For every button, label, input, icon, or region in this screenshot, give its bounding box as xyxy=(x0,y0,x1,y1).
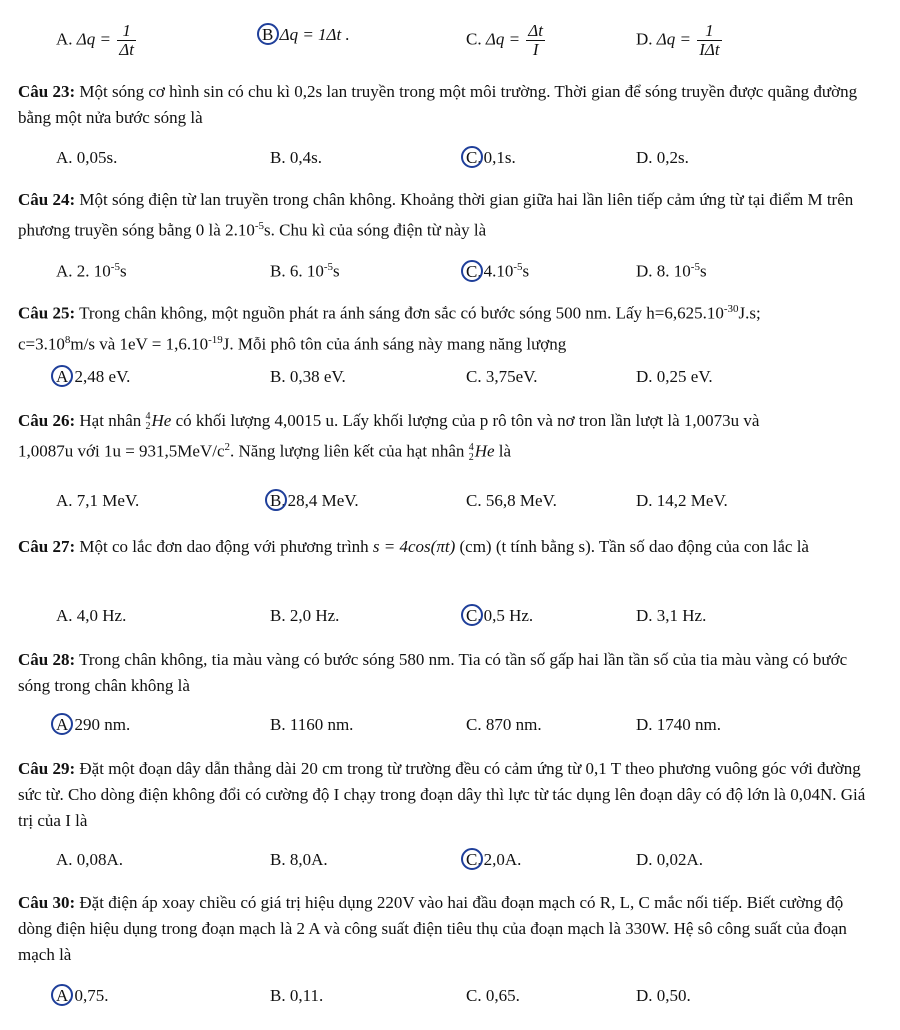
denominator: I xyxy=(532,40,539,59)
option-text: 1160 nm. xyxy=(289,715,354,734)
option-letter: A. xyxy=(56,606,73,625)
question-text: 1,0087u với 1u = 931,5MeV/c xyxy=(18,441,225,461)
option-letter: B. xyxy=(270,491,286,510)
answer-circle xyxy=(51,984,73,1006)
option-letter: A. xyxy=(56,367,73,386)
option-letter: D. xyxy=(636,261,653,281)
option-letter: C. xyxy=(466,606,482,625)
question-27 xyxy=(18,534,880,560)
q30-option-a[interactable] xyxy=(56,983,109,1009)
option-text: 28,4 MeV. xyxy=(287,491,359,510)
denominator: IΔt xyxy=(699,40,720,59)
q29-option-b[interactable] xyxy=(270,847,328,873)
q28-option-b[interactable] xyxy=(270,712,353,738)
question-label: Câu 29: xyxy=(18,759,76,778)
option-letter-selected xyxy=(56,983,73,1009)
option-text: 56,8 MeV. xyxy=(485,491,557,510)
option-text: 0,75. xyxy=(74,986,109,1005)
q29-option-a[interactable] xyxy=(56,847,123,873)
exponent: -19 xyxy=(208,333,223,346)
option-letter-selected xyxy=(56,364,73,390)
option-letter-selected xyxy=(56,712,73,738)
option-letter: C. xyxy=(466,986,482,1005)
isotope-numbers xyxy=(469,443,474,463)
q27-option-b[interactable] xyxy=(270,603,339,629)
answer-circle xyxy=(51,365,73,387)
question-text: Một sóng điện từ lan truyền trong chân không. Khoảng thời gian giữa hai lần liên tiếp cảm ứng từ tại điểm M trên phương truyền sóng bằng 0 là 2.10 xyxy=(18,190,854,240)
option-letter: D. xyxy=(636,367,653,386)
question-text: m/s và 1eV = 1,6.10 xyxy=(70,334,209,354)
option-letter: A. xyxy=(56,29,73,49)
option-letter: A. xyxy=(56,986,73,1005)
question-text: J.s; xyxy=(738,303,761,323)
answer-circle xyxy=(257,23,279,45)
question-text: (cm) (t tính bằng s). Tần số dao động của con lắc là xyxy=(455,537,809,556)
option-letter: D. xyxy=(636,29,653,49)
option-letter: D. xyxy=(636,606,653,625)
q30-option-d[interactable] xyxy=(636,983,691,1009)
q25-option-c[interactable] xyxy=(466,364,537,390)
answer-circle xyxy=(461,146,483,168)
exponent: -5 xyxy=(690,261,700,273)
q29-option-c[interactable] xyxy=(466,847,521,873)
q26-option-a[interactable] xyxy=(56,488,139,514)
option-letter: D. xyxy=(636,850,653,869)
q27-option-d[interactable] xyxy=(636,603,706,629)
q23-option-a[interactable] xyxy=(56,145,117,171)
unit: s xyxy=(119,261,127,281)
exponent: -5 xyxy=(110,261,120,273)
option-letter: B xyxy=(262,25,274,44)
option-letter: B. xyxy=(270,715,286,734)
formula-lhs: Δq = xyxy=(656,29,691,49)
question-text: có khối lượng 4,0015 u. Lấy khối lượng của p rô tôn và nơ tron lần lượt là 1,0073u và xyxy=(171,411,760,430)
option-letter-selected xyxy=(466,259,482,285)
exponent: 8 xyxy=(64,333,71,346)
q26-option-d[interactable] xyxy=(636,488,728,514)
option-text: 3,75eV. xyxy=(485,367,538,386)
q23-option-c[interactable] xyxy=(466,145,516,171)
question-23 xyxy=(18,79,880,131)
question-text: c=3.10 xyxy=(18,334,65,354)
option-text: 0,02A. xyxy=(656,850,704,869)
option-text: 8,0A. xyxy=(289,850,328,869)
formula: s = 4cos(πt) xyxy=(372,537,456,556)
option-text: 0,38 eV. xyxy=(289,367,346,386)
q29-option-d[interactable] xyxy=(636,847,703,873)
option-letter: C. xyxy=(466,367,482,386)
option-text: 0,65. xyxy=(485,986,520,1005)
question-label: Câu 25: xyxy=(18,303,76,323)
q23-options xyxy=(0,145,900,171)
mass-number: 4 xyxy=(145,411,151,423)
q22-option-d[interactable] xyxy=(636,22,724,59)
option-letter: A. xyxy=(56,261,73,281)
q27-options xyxy=(0,603,900,629)
q24-options xyxy=(0,254,900,280)
fraction xyxy=(697,22,721,59)
question-label: Câu 27: xyxy=(18,537,76,556)
q24-option-a[interactable] xyxy=(56,254,127,285)
q28-options xyxy=(0,712,900,738)
option-text: Δq = 1Δt . xyxy=(279,25,350,44)
option-letter: B. xyxy=(270,261,286,281)
option-letter-selected xyxy=(466,847,482,873)
answer-circle xyxy=(265,489,287,511)
option-letter: D. xyxy=(636,715,653,734)
question-label: Câu 26: xyxy=(18,411,76,430)
q22-option-c[interactable] xyxy=(466,22,547,59)
q30-option-b[interactable] xyxy=(270,983,323,1009)
question-text: s. Chu kì của sóng điện từ này là xyxy=(264,220,487,240)
option-letter: A. xyxy=(56,148,73,167)
exponent: 2 xyxy=(224,441,231,453)
option-letter-selected xyxy=(466,603,482,629)
q25-options xyxy=(0,364,900,390)
question-text: Một sóng cơ hình sin có chu kì 0,2s lan truyền trong một môi trường. Thời gian để sóng truyền được quãng đường bằng một nửa bước sóng là xyxy=(18,82,858,127)
option-letter: D. xyxy=(636,148,653,167)
q24-option-b[interactable] xyxy=(270,254,340,285)
unit: s xyxy=(699,261,707,281)
exponent: -30 xyxy=(723,303,739,315)
q29-options xyxy=(0,847,900,873)
q27-option-c[interactable] xyxy=(466,603,533,629)
option-letter: A. xyxy=(56,850,73,869)
denominator: Δt xyxy=(119,40,134,59)
element-symbol: He xyxy=(474,441,495,461)
option-letter-selected xyxy=(466,145,482,171)
option-text: 0,11. xyxy=(289,986,324,1005)
q28-option-c[interactable] xyxy=(466,712,542,738)
exponent: -5 xyxy=(323,261,334,273)
question-label: Câu 23: xyxy=(18,82,76,101)
option-text: 6. 10 xyxy=(289,261,324,281)
q26-options xyxy=(0,488,900,514)
question-label: Câu 28: xyxy=(18,650,76,669)
isotope-numbers xyxy=(146,412,151,432)
option-letter: C. xyxy=(466,261,482,281)
question-29 xyxy=(18,756,880,834)
answer-circle xyxy=(461,848,483,870)
option-text: 7,1 MeV. xyxy=(76,491,140,510)
answer-circle xyxy=(461,260,483,282)
option-letter: B. xyxy=(270,986,286,1005)
q24-option-d[interactable] xyxy=(636,254,707,285)
question-text: Trong chân không, tia màu vàng có bước sóng 580 nm. Tia có tần số gấp hai lần tần số của tia màu vàng có bước sóng trong chân không là xyxy=(18,650,848,695)
question-text: J. Mỗi phô tôn của ánh sáng này mang năng lượng xyxy=(222,334,567,354)
option-text: 8. 10 xyxy=(656,261,691,281)
q28-option-a[interactable] xyxy=(56,712,130,738)
option-letter: D. xyxy=(636,491,653,510)
q25-option-b[interactable] xyxy=(270,364,346,390)
option-letter: B. xyxy=(270,148,286,167)
option-letter: C. xyxy=(466,715,482,734)
question-24 xyxy=(18,187,880,244)
option-letter: C. xyxy=(466,850,482,869)
question-text: Đặt điện áp xoay chiều có giá trị hiệu dụng 220V vào hai đầu đoạn mạch có R, L, C mắc nối tiếp. Biết cường độ dòng điện hiệu dụng trong đoạn mạch là 2 A và công suất điện tiêu thụ của đoạn mạch là 330W. Hệ sô công suất của đoạn mạch là xyxy=(18,893,847,964)
question-text: Một co lắc đơn dao động với phương trình xyxy=(75,537,373,556)
question-label: Câu 30: xyxy=(18,893,76,912)
fraction xyxy=(526,22,545,59)
q25-option-a[interactable] xyxy=(56,364,130,390)
atomic-number: 2 xyxy=(145,421,151,433)
option-text: 0,05s. xyxy=(76,148,118,167)
option-text: 0,25 eV. xyxy=(656,367,713,386)
option-letter-selected xyxy=(270,488,286,514)
fraction xyxy=(117,22,136,59)
numerator: 1 xyxy=(117,22,136,41)
option-text: 870 nm. xyxy=(485,715,542,734)
question-text: . Năng lượng liên kết của hạt nhân xyxy=(230,441,469,461)
question-28 xyxy=(18,647,880,699)
option-letter: B. xyxy=(270,606,286,625)
option-text: 0,2s. xyxy=(656,148,689,167)
question-label: Câu 24: xyxy=(18,190,76,209)
unit: s xyxy=(333,261,340,281)
answer-circle xyxy=(51,713,73,735)
option-text: 0,08A. xyxy=(76,850,124,869)
q23-option-b[interactable] xyxy=(270,145,322,171)
question-25 xyxy=(18,296,880,357)
option-text: 14,2 MeV. xyxy=(656,491,728,510)
q23-option-d[interactable] xyxy=(636,145,689,171)
q30-options xyxy=(0,983,900,1009)
option-letter: C. xyxy=(466,29,482,49)
q22-options xyxy=(0,21,900,59)
option-text: 0,5 Hz. xyxy=(483,606,534,625)
question-text: Hạt nhân xyxy=(75,411,146,430)
q24-option-c[interactable] xyxy=(466,254,529,285)
numerator: Δt xyxy=(528,21,543,40)
unit: s xyxy=(522,261,530,281)
atomic-number: 2 xyxy=(468,451,474,463)
q26-option-c[interactable] xyxy=(466,488,557,514)
option-text: 3,1 Hz. xyxy=(656,606,707,625)
formula-lhs: Δq = xyxy=(485,29,521,49)
q22-option-b[interactable] xyxy=(262,22,350,48)
formula-lhs: Δq = xyxy=(76,29,111,49)
option-letter: A. xyxy=(56,491,73,510)
option-text: 2,48 eV. xyxy=(74,367,131,386)
option-text: 2. 10 xyxy=(76,261,111,281)
question-26 xyxy=(18,408,880,465)
option-text: 0,4s. xyxy=(289,148,322,167)
q22-option-a[interactable] xyxy=(56,22,138,59)
mass-number: 4 xyxy=(468,441,474,453)
question-30 xyxy=(18,890,880,968)
element-symbol: He xyxy=(151,411,172,430)
option-text: 0,50. xyxy=(656,986,691,1005)
option-text: 290 nm. xyxy=(74,715,131,734)
q26-option-b[interactable] xyxy=(270,488,359,514)
numerator: 1 xyxy=(697,22,721,41)
option-text: 1740 nm. xyxy=(656,715,722,734)
answer-circle xyxy=(461,604,483,626)
question-text: Trong chân không, một nguồn phát ra ánh sáng đơn sắc có bước sóng 500 nm. Lấy h=6,625.10 xyxy=(75,303,724,323)
option-text: 2,0 Hz. xyxy=(289,606,340,625)
q25-option-d[interactable] xyxy=(636,364,713,390)
exponent: -5 xyxy=(513,261,523,273)
option-letter: D. xyxy=(636,986,653,1005)
option-letter: C. xyxy=(466,148,482,167)
option-text: 4,0 Hz. xyxy=(76,606,127,625)
option-letter: A. xyxy=(56,715,73,734)
option-text: 4.10 xyxy=(483,261,514,281)
option-letter: C. xyxy=(466,491,482,510)
q30-option-c[interactable] xyxy=(466,983,520,1009)
q27-option-a[interactable] xyxy=(56,603,126,629)
question-text: là xyxy=(494,441,512,461)
q28-option-d[interactable] xyxy=(636,712,721,738)
option-letter-selected xyxy=(262,22,273,48)
option-text: 0,1s. xyxy=(483,148,516,167)
option-letter: B. xyxy=(270,850,286,869)
option-text: 2,0A. xyxy=(483,850,522,869)
option-letter: B. xyxy=(270,367,286,386)
exponent: -5 xyxy=(254,220,264,232)
question-text: Đặt một đoạn dây dẫn thẳng dài 20 cm trong từ trường đều có cảm ứng từ 0,1 T theo phương vuông góc với đường sức từ. Cho dòng điện không đổi có cường độ I chạy trong đoạn dây thì lực từ tác dụng lên đoạn dây có độ lớn là 0,04N. Giá trị của I là xyxy=(18,759,866,830)
